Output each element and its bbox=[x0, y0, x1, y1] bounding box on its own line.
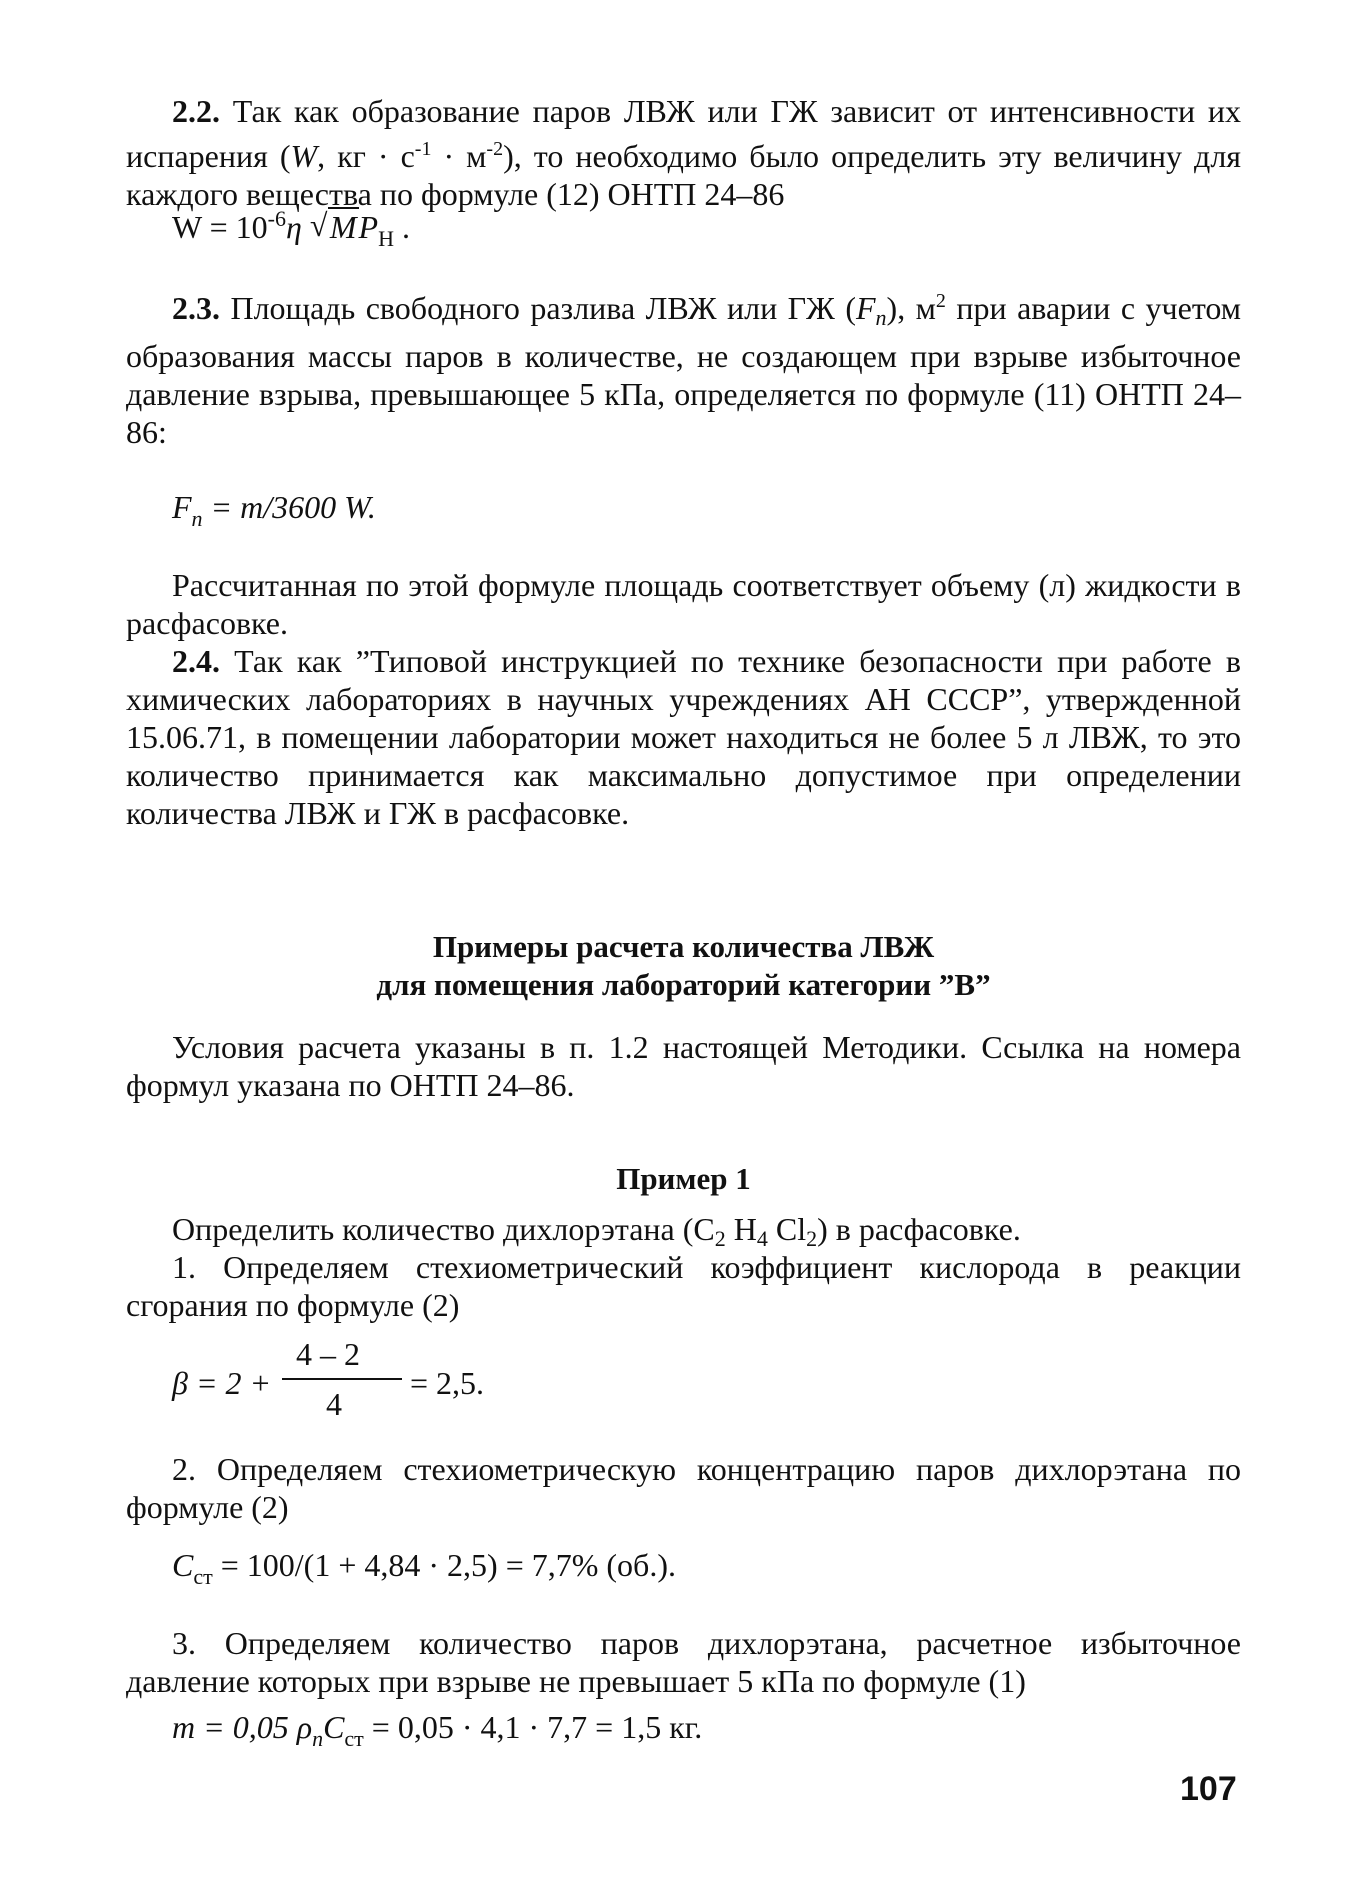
paragraph-calculated-area: Рассчитанная по этой формуле площадь соответствует объему (л) жидкости в расфасовке. bbox=[126, 567, 1241, 641]
example-title: Пример 1 bbox=[616, 1161, 751, 1196]
section-number: 2.2. bbox=[172, 93, 220, 129]
step-2: 2. Определяем стехиометрическую концентрацию паров дихлорэтана по формуле (2) bbox=[126, 1451, 1241, 1525]
paragraph-2-2: 2.2. Так как образование паров ЛВЖ или ГЖ зависит от интенсивности их испарения (W, кг · $с^{-1} \cdot м^{-2}$), то необходимо было определить эту величину для каждого вещества по формуле (12) ОНТП 24–86 bbox=[126, 93, 1242, 212]
formula-evaporation-rate: $W = 10^{-6}\eta$ √ $MP_Н$ . bbox=[172, 200, 410, 258]
formula-spill-area: $F_n = m/3600$ W. bbox=[172, 489, 376, 531]
fraction-bar bbox=[282, 1378, 402, 1380]
section-number: 2.3. bbox=[172, 290, 220, 326]
step-1: 1. Определяем стехиометрический коэффициент кислорода в реакции сгорания по формуле (2) bbox=[126, 1249, 1241, 1323]
paragraph-conditions: Условия расчета указаны в п. 1.2 настоящей Методики. Ссылка на номера формул указана по ОНТП 24–86. bbox=[126, 1029, 1241, 1103]
paragraph-2-3: 2.3. Площадь свободного разлива ЛВЖ или ГЖ $(F_n)$, $м^2$ при аварии с учетом образования массы паров в количестве, не создающем при взрыве избыточное давление взрыва, превышающее 5 кПа, определяется по формуле (11) ОНТП 24–86: bbox=[126, 290, 1242, 450]
section-heading: Примеры расчета количества ЛВЖ для помещения лабораторий категории ”В” bbox=[376, 929, 991, 1002]
formula-vapor-mass: m = 0,05 $\rho_nC_{ст} = 0,05 \cdot 4,1 \cdot 7,7 = 1,5$ кг. bbox=[172, 1709, 703, 1751]
example-task: Определить количество дихлорэтана ($C_2$ $H_4$ $Cl_2$) в расфасовке. bbox=[172, 1211, 1021, 1251]
document-page: 2.2. Так как образование паров ЛВЖ или ГЖ зависит от интенсивности их испарения (W, кг · $с^{-1} \cdot м^{-2}$), то необходимо было определить эту величину для каждого вещества по формуле (12) ОНТП 24–86 $W = 10^{-6}\eta$ √ $MP_Н$ . 2.3. Площадь свободного разлива ЛВЖ или ГЖ $(F_n)$, $м^2$ при аварии с учетом образования массы паров в количестве, не создающем при взрыве избыточное давление взрыва, превышающее 5 кПа, определяется по формуле (11) ОНТП 24–86: $F_n = m/3600$ W. Рассчитанная по этой формуле площадь соответствует объему (л) жидкости в расфасовке. 2.4. Так как ”Типовой инструкцией по технике безопасности при работе в химических лабораториях в научных учреждениях АН СССР”, утвержденной 15.06.71, в помещении лаборатории может находиться не более 5 л ЛВЖ, то это количество принимается как максимально допустимое при определении количества ЛВЖ и ГЖ в расфасовке. Примеры расчета количества ЛВЖ для помещения лабораторий категории ”В” Условия расчета указаны в п. 1.2 настоящей Методики. Ссылка на номера формул указана по ОНТП 24–86. Пример 1 Определить количество дихлорэтана ($C_2$ $H_4$ $Cl_2$) в расфасовке. 1. Определяем стехиометрический коэффициент кислорода в реакции сгорания по формуле (2) β = 2 + 4 – 2 4 = 2,5. 2. Определяем стехиометрическую концентрацию паров дихлорэтана по формуле (2) $C_{ст} = 100/(1 + 4,84 \cdot 2,5) = 7,7\%$ (об.). 3. Определяем количество паров дихлорэтана, расчетное избыточное давление которых при взрыве не превышает 5 кПа по формуле (1) m = 0,05 $\rho_nC_{ст} = 0,05 \cdot 4,1 \cdot 7,7 = 1,5$ кг. 107 bbox=[0, 0, 1359, 1890]
fraction-numerator: 4 – 2 bbox=[296, 1336, 360, 1372]
paragraph-2-4: 2.4. Так как ”Типовой инструкцией по технике безопасности при работе в химических лабораториях в научных учреждениях АН СССР”, утвержденной 15.06.71, в помещении лаборатории может находиться не более 5 л ЛВЖ, то это количество принимается как максимально допустимое при определении количества ЛВЖ и ГЖ в расфасовке. bbox=[126, 643, 1241, 831]
section-number: 2.4. bbox=[172, 643, 220, 679]
fraction-denominator: 4 bbox=[326, 1386, 342, 1422]
formula-stoichiometric-concentration: $C_{ст} = 100/(1 + 4,84 \cdot 2,5) = 7,7\%$ (об.). bbox=[172, 1547, 676, 1589]
page-number: 107 bbox=[1180, 1770, 1237, 1808]
sqrt-symbol: √ M bbox=[310, 208, 359, 246]
step-3: 3. Определяем количество паров дихлорэтана, расчетное избыточное давление которых при взрыве не превышает 5 кПа по формуле (1) bbox=[126, 1625, 1241, 1699]
